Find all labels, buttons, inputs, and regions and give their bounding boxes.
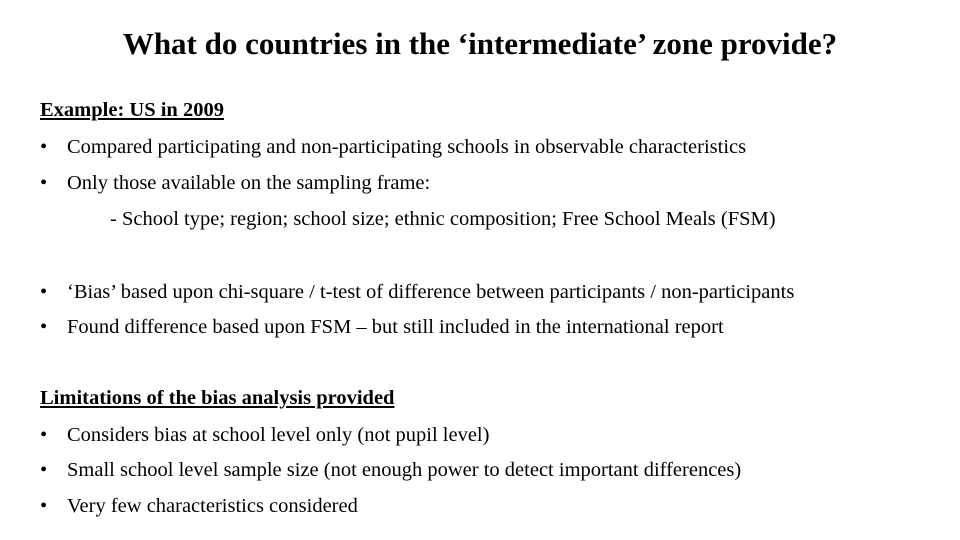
list-item-text: Considers bias at school level only (not pupil level) — [67, 424, 490, 446]
list-item-text: ‘Bias’ based upon chi-square / t-test of difference between participants / non-participants — [67, 281, 795, 303]
sub-list-item: - School type; region; school size; ethnic composition; Free School Meals (FSM) — [110, 208, 776, 230]
list-item-text: Only those available on the sampling frame: — [67, 172, 431, 194]
bullet-icon: • — [40, 172, 48, 194]
list-item — [40, 169, 430, 197]
list-item — [40, 278, 794, 306]
bullet-icon: • — [40, 281, 48, 303]
list-item — [40, 456, 741, 484]
bullet-icon: • — [40, 495, 48, 517]
list-item-text: Compared participating and non-participating schools in observable characteristics — [67, 136, 747, 158]
slide-title: What do countries in the ‘intermediate’ zone provide? — [122, 26, 838, 61]
list-item-text: Very few characteristics considered — [67, 495, 358, 517]
list-item — [40, 421, 489, 449]
list-item — [40, 133, 746, 161]
section-heading-limitations: Limitations of the bias analysis provided — [40, 387, 395, 409]
list-item — [40, 492, 358, 520]
list-item-text: Found difference based upon FSM – but still included in the international report — [67, 316, 724, 338]
list-item — [40, 313, 724, 341]
section-heading-example: Example: US in 2009 — [40, 99, 224, 121]
bullet-icon: • — [40, 136, 48, 158]
bullet-icon: • — [40, 316, 48, 338]
bullet-icon: • — [40, 424, 48, 446]
list-item-text: Small school level sample size (not enough power to detect important differences) — [67, 459, 742, 481]
bullet-icon: • — [40, 459, 48, 481]
